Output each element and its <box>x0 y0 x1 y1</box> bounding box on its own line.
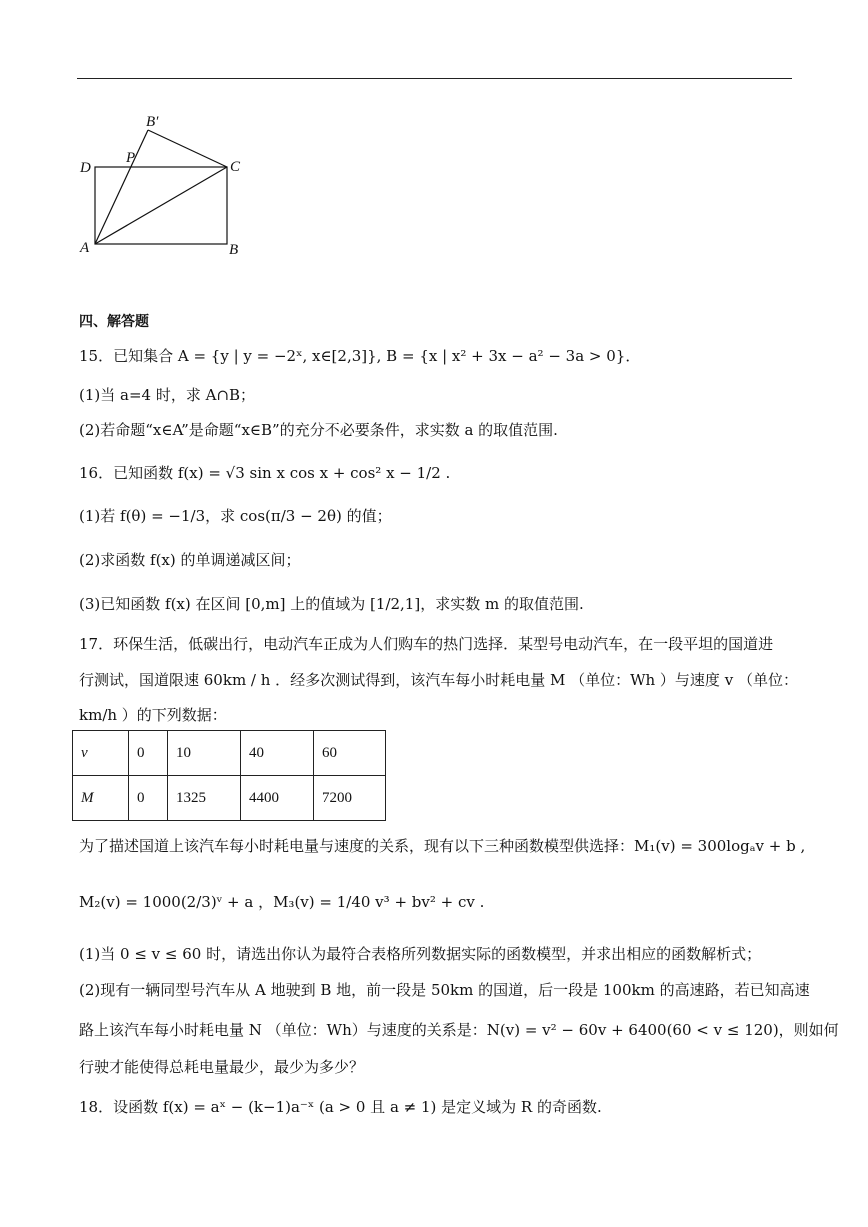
table-cell: 0 <box>129 776 168 821</box>
label-b: B <box>229 242 239 258</box>
label-p: P <box>126 150 136 166</box>
table-cell: v <box>73 731 129 776</box>
label-c: C <box>230 159 241 175</box>
q17-line4: 为了描述国道上该汽车每小时耗电量与速度的关系，现有以下三种函数模型供选择：M₁(v) = 300logₐv + b , <box>79 837 806 855</box>
q15-part2: (2)若命题“x∈A”是命题“x∈B”的充分不必要条件，求实数 a 的取值范围. <box>79 421 558 439</box>
geometry-figure <box>76 110 246 265</box>
q16-part3: (3)已知函数 f(x) 在区间 [0,m] 上的值域为 [1/2,1]，求实数 m 的取值范围. <box>79 595 584 613</box>
table-cell: 7200 <box>314 776 386 821</box>
label-a: A <box>80 240 90 256</box>
table-cell: 60 <box>314 731 386 776</box>
q17-part1: (1)当 0 ≤ v ≤ 60 时，请选出你认为最符合表格所列数据实际的函数模型，并求出相应的函数解析式； <box>79 945 762 963</box>
q17-line3: km/h ）的下列数据： <box>79 706 227 724</box>
q17-part2-line2: 路上该汽车每小时耗电量 N （单位：Wh）与速度的关系是：N(v) = v² − 60v + 6400(60 < v ≤ 120)，则如何 <box>79 1021 839 1039</box>
q17-line2: 行测试，国道限速 60km / h ．经多次测试得到，该汽车每小时耗电量 M （单位：Wh ）与速度 v （单位： <box>79 671 798 689</box>
q17-part2-line3: 行驶才能使得总耗电量最少，最少为多少？ <box>79 1058 365 1076</box>
label-b-prime: B′ <box>146 114 159 130</box>
table-cell: 10 <box>168 731 241 776</box>
q17-line1: 17．环保生活，低碳出行，电动汽车正成为人们购车的热门选择．某型号电动汽车，在一段平坦的国道进 <box>79 635 774 653</box>
section-heading: 四、解答题 <box>79 314 149 330</box>
q17-line5: M₂(v) = 1000(2/3)ᵛ + a ，M₃(v) = 1/40 v³ + bv² + cv . <box>79 893 485 911</box>
data-table <box>72 730 386 821</box>
label-d: D <box>80 160 91 176</box>
q16-part1: (1)若 f(θ) = −1/3，求 cos(π/3 − 2θ) 的值； <box>79 507 392 525</box>
table-row-m <box>73 776 386 821</box>
header-rule <box>77 78 792 79</box>
q18-stem: 18．设函数 f(x) = aˣ − (k−1)a⁻ˣ (a > 0 且 a ≠ 1) 是定义域为 R 的奇函数. <box>79 1098 602 1116</box>
q16-stem: 16．已知函数 f(x) = √3 sin x cos x + cos² x − 1/2 . <box>79 464 451 482</box>
q15-part1: (1)当 a=4 时，求 A∩B； <box>79 386 256 404</box>
table-cell: 40 <box>241 731 314 776</box>
table-cell: 4400 <box>241 776 314 821</box>
table-row-v <box>73 731 386 776</box>
table-cell: M <box>73 776 129 821</box>
q16-part2: (2)求函数 f(x) 的单调递减区间； <box>79 551 301 569</box>
table-cell: 0 <box>129 731 168 776</box>
table-cell: 1325 <box>168 776 241 821</box>
q15-stem: 15．已知集合 A = {y | y = −2ˣ, x∈[2,3]}, B = {x | x² + 3x − a² − 3a > 0}． <box>79 347 641 365</box>
q17-part2-line1: (2)现有一辆同型号汽车从 A 地驶到 B 地，前一段是 50km 的国道，后一段是 100km 的高速路，若已知高速 <box>79 981 810 999</box>
